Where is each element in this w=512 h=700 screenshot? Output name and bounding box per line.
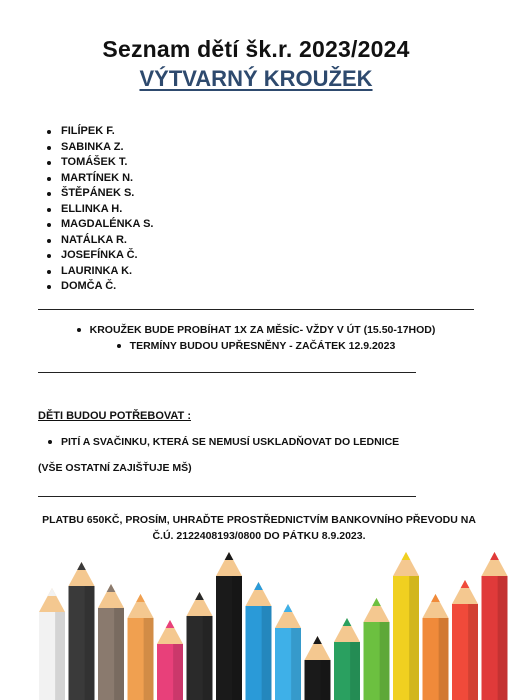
list-item: FILÍPEK F. xyxy=(44,124,153,140)
pencil-icon xyxy=(157,620,183,700)
pencil-icon xyxy=(452,580,478,700)
divider-line xyxy=(38,496,416,497)
list-item: SABINKA Z. xyxy=(44,140,153,156)
children-list xyxy=(44,124,153,295)
pencil-icon xyxy=(423,594,449,700)
pencils-illustration xyxy=(0,540,512,700)
note-text: (VŠE OSTATNÍ ZAJIŠŤUJE MŠ) xyxy=(38,462,192,474)
bullet-icon xyxy=(117,344,121,348)
needs-item: PITÍ A SVAČINKU, KTERÁ SE NEMUSÍ USKLADŇOVAT DO LEDNICE xyxy=(48,436,399,448)
pencil-icon xyxy=(69,562,95,700)
list-item: JOSEFÍNKA Č. xyxy=(44,248,153,264)
bullet-icon xyxy=(48,440,52,444)
list-item: LAURINKA K. xyxy=(44,264,153,280)
pencil-icon xyxy=(187,592,213,700)
list-item: MAGDALÉNKA S. xyxy=(44,217,153,233)
pencil-icon xyxy=(334,618,360,700)
list-item: ELLINKA H. xyxy=(44,202,153,218)
pencil-icon xyxy=(393,552,419,700)
pencil-icon xyxy=(305,636,331,700)
list-item: TOMÁŠEK T. xyxy=(44,155,153,171)
document-subtitle: VÝTVARNÝ KROUŽEK xyxy=(139,66,373,91)
list-item: ŠTĚPÁNEK S. xyxy=(44,186,153,202)
info-line: TERMÍNY BUDOU UPŘESNĚNY - ZAČÁTEK 12.9.2023 xyxy=(0,340,512,352)
pencil-icon xyxy=(275,604,301,700)
list-item: NATÁLKA R. xyxy=(44,233,153,249)
pencil-icon xyxy=(98,584,124,700)
payment-text: PLATBU 650KČ, PROSÍM, UHRAĎTE PROSTŘEDNICTVÍM BANKOVNÍHO PŘEVODU NA Č.Ú. 2122408193/0800 DO PÁTKU 8.9.2023. xyxy=(42,514,476,542)
divider-line xyxy=(38,309,474,310)
list-item: MARTÍNEK N. xyxy=(44,171,153,187)
divider-line xyxy=(38,372,416,373)
document-title: Seznam dětí šk.r. 2023/2024 xyxy=(102,36,410,62)
pencil-icon xyxy=(246,582,272,700)
pencil-icon xyxy=(128,594,154,700)
pencil-icon xyxy=(39,588,65,700)
info-line: KROUŽEK BUDE PROBÍHAT 1X ZA MĚSÍC- VŽDY V ÚT (15.50-17HOD) xyxy=(0,324,512,336)
bullet-icon xyxy=(77,328,81,332)
pencil-icon xyxy=(216,552,242,700)
needs-heading: DĚTI BUDOU POTŘEBOVAT : xyxy=(38,410,191,422)
list-item: DOMČA Č. xyxy=(44,279,153,295)
pencil-icon xyxy=(364,598,390,700)
pencil-icon xyxy=(482,552,508,700)
